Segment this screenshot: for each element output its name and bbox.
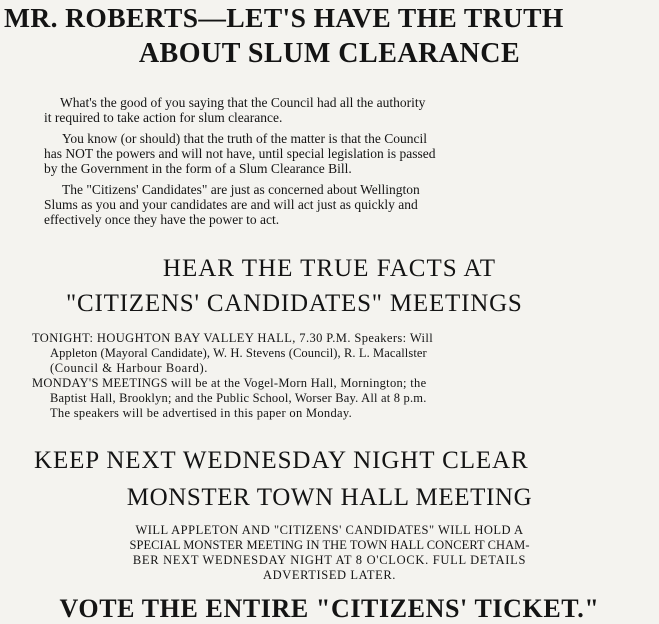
intro-paragraph-3-line-3: effectively once they have the power to act.: [44, 212, 280, 227]
wednesday-body-line-1: WILL APPLETON AND "CITIZENS' CANDIDATES" WILL HOLD A: [135, 523, 524, 537]
wednesday-body-line-2: SPECIAL MONSTER MEETING IN THE TOWN HALL CONCERT CHAM-: [129, 538, 530, 552]
wednesday-body-line-3: BER NEXT WEDNESDAY NIGHT AT 8 O'CLOCK. FULL DETAILS: [132, 553, 527, 567]
headline-line-1: MR. ROBERTS—LET'S HAVE THE TRUTH: [4, 2, 564, 33]
wednesday-heading-2: MONSTER TOWN HALL MEETING: [126, 484, 533, 511]
tonight-meeting-line-3: (Council & Harbour Board).: [50, 361, 208, 375]
facts-heading-2: "CITIZENS' CANDIDATES" MEETINGS: [66, 290, 523, 317]
intro-paragraph-1-line-1: What's the good of you saying that the Council had all the authority: [60, 95, 426, 110]
facts-heading-1: HEAR THE TRUE FACTS AT: [162, 255, 497, 282]
monday-meetings-line-2: Baptist Hall, Brooklyn; and the Public School, Worser Bay. All at 8 p.m.: [50, 391, 427, 405]
intro-paragraph-2-line-1: You know (or should) that the truth of the matter is that the Council: [62, 131, 427, 146]
intro-paragraph-2-line-2: has NOT the powers and will not have, until special legislation is passed: [44, 146, 436, 161]
vote-footer: VOTE THE ENTIRE "CITIZENS' TICKET.": [59, 594, 600, 623]
wednesday-heading-1: KEEP NEXT WEDNESDAY NIGHT CLEAR: [34, 447, 529, 474]
intro-paragraph-3-line-1: The "Citizens' Candidates" are just as concerned about Wellington: [62, 182, 420, 197]
wednesday-body-line-4: ADVERTISED LATER.: [262, 568, 397, 582]
intro-paragraph-1-line-2: it required to take action for slum clearance.: [44, 110, 283, 125]
headline-line-2: ABOUT SLUM CLEARANCE: [138, 38, 521, 69]
tonight-meeting-line-1: TONIGHT: HOUGHTON BAY VALLEY HALL, 7.30 P.M. Speakers: Will: [32, 331, 434, 345]
monday-meetings-line-3: The speakers will be advertised in this paper on Monday.: [50, 406, 353, 420]
tonight-meeting-line-2: Appleton (Mayoral Candidate), W. H. Stevens (Council), R. L. Macallster: [50, 346, 427, 360]
intro-paragraph-3-line-2: Slums as you and your candidates are and will act just as quickly and: [44, 197, 418, 212]
intro-paragraph-2-line-3: by the Government in the form of a Slum Clearance Bill.: [44, 161, 352, 176]
monday-meetings-line-1: MONDAY'S MEETINGS will be at the Vogel-Morn Hall, Mornington; the: [32, 376, 427, 390]
